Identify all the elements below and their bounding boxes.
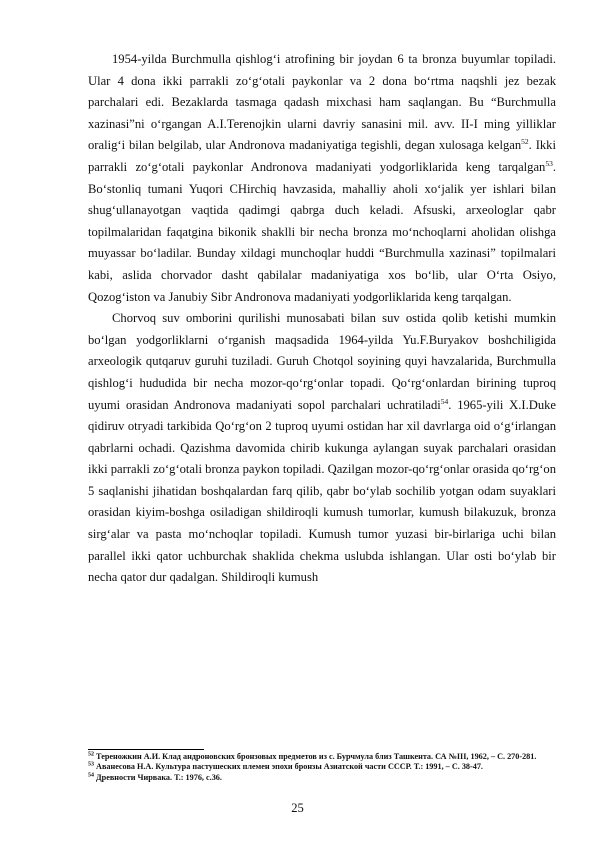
footnote — [88, 752, 556, 762]
footnote — [88, 762, 556, 772]
footnote-text: Древности Чирвака. Т.: 1976, с.36. — [94, 772, 222, 782]
footnote-ref: 53 — [545, 158, 553, 168]
paragraph — [88, 49, 556, 308]
paragraph-text: . 1965-yili X.I.Duke qidiruv otryadi tarkibida Qo‘rg‘on 2 tuproq uyumi ostidan har xil davrlarga oid o‘g‘irlangan qabrlarni ochadi. Qazishma davomida chirib kukunga aylangan suyak parchalari orasidan ikki parrakli zo‘g‘otali bronza paykon topiladi. Qazilgan mozor-qo‘rg‘onlar orasida qo‘rg‘on 5 saqlanishi jihatidan boshqalardan farq qilib, qabr bo‘ylab sochilib yotgan odam suyaklari orasidan kiyim-boshga osiladigan shildiroqli kumush tumorlar, kumush bilakuzuk, bronza sirg‘alar va pasta mo‘nchoqlar topiladi. Kumush tumor yuzasi bir-birlariga uchi bilan parallel ikki qator uchburchak shaklida chekma uslubda ishlangan. Ular osti bo‘ylab bir necha qator dur qadalgan. Shildiroqli kumush — [88, 397, 556, 585]
footnote-number: 52 — [88, 751, 94, 758]
paragraph-text: . Ikki parrakli zo‘g‘otali paykonlar Andronova madaniyati yodgorliklarida keng tarqalgan — [88, 138, 556, 174]
paragraph-text: 1954-yilda Burchmulla qishlog‘i atrofining bir joydan 6 ta bronza buyumlar topiladi. Ular 4 dona ikki parrakli zo‘g‘otali paykonlar va 2 dona bo‘rtma naqshli jez bezak parchalari edi. Bezaklarda tasmaga qadash mixchasi ham saqlangan. Bu “Burchmulla xazinasi”ni o‘rgangan A.I.Terenojkin ularni davriy sanasini mil. avv. II-I ming yilliklar oralig‘i bilan belgilab, ular Andronova madaniyatiga tegishli, degan xulosaga kelgan — [88, 52, 556, 153]
paragraph-text: Chorvoq suv omborini qurilishi munosabati bilan suv ostida qolib ketishi mumkin bo‘lgan yodgorliklarni o‘rganish maqsadida 1964-yilda Yu.F.Buryakov boshchiligida arxeologik qutqaruv guruhi tuziladi. Guruh Chotqol soyining quyi havzalarida, Burchmulla qishlog‘i hududida bir necha mozor-qo‘rg‘onlar topadi. Qo‘rg‘onlardan birining tuproq uyumi orasidan Andronova madaniyati sopol parchalari uchratiladi — [88, 311, 556, 412]
footnote-separator — [88, 749, 204, 750]
footnotes — [88, 752, 556, 783]
footnote-text: Аванесова Н.А. Культура пастушеских племен эпохи бронзы Азиатской части СССР. Т.: 1991, – С. 38-47. — [94, 762, 483, 772]
footnote-text: Тереножкин А.И. Клад андроновских бронзовых предметов из с. Бурчмула близ Ташкента. СА №III, 1962, – С. 270-281. — [94, 752, 537, 761]
footnote-ref: 54 — [440, 396, 449, 406]
paragraph — [88, 308, 556, 589]
footnote — [88, 773, 556, 783]
footnote-ref: 52 — [521, 137, 529, 147]
body-text — [88, 49, 556, 589]
footnote-number: 53 — [88, 761, 94, 768]
page-number: 25 — [291, 801, 304, 815]
paragraph-text: . Bo‘stonliq tumani Yuqori CHirchiq havzasida, mahalliy aholi xo‘jalik yer ishlari bilan shug‘ullanayotgan vaqtida qadimgi qabrga duch keladi. Afsuski, arxeologlar qabr topilmalaridan faqatgina bikonik shaklli bir necha bronza mo‘nchoqlarni aholidan olishga muyassar bo‘ladilar. Bunday xildagi munchoqlar huddi “Burchmulla xazinasi” topilmalari kabi, aslida chorvador dasht qabilalar madaniyatiga xos bo‘lib, ular O‘rta Osiyo, Qozog‘iston va Janubiy Sibr Andronova madaniyati yodgorliklarida keng tarqalgan. — [88, 159, 556, 304]
footnote-number: 54 — [88, 772, 94, 779]
